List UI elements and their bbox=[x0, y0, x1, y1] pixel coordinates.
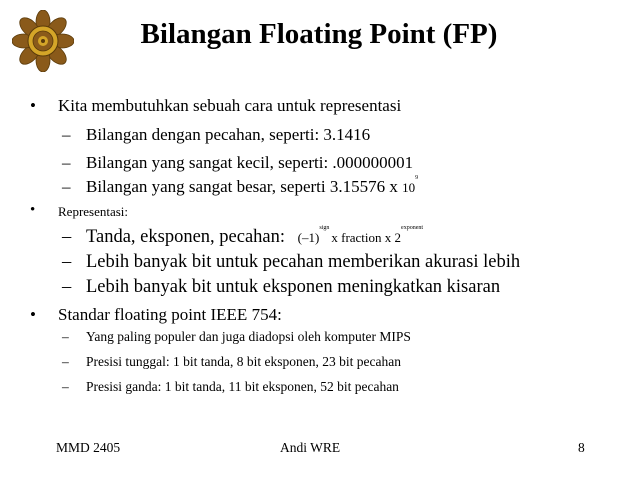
footer-course-code: MMD 2405 bbox=[56, 440, 121, 455]
bullet-text: Kita membutuhkan sebuah cara untuk representasi bbox=[58, 96, 402, 115]
formula-fraction: x fraction x 2 bbox=[331, 230, 402, 245]
formula-sign-exponent: sign bbox=[319, 225, 330, 231]
sub-bullet-marker: – bbox=[62, 177, 71, 196]
footer-page-number: 8 bbox=[578, 440, 585, 455]
sub-bullet-text: Presisi tunggal: 1 bit tanda, 8 bit eksponen, 23 bit pecahan bbox=[86, 354, 401, 369]
sub-bullet-marker: – bbox=[62, 277, 72, 297]
sub-bullet-text: Lebih banyak bit untuk pecahan memberikan akurasi lebih bbox=[86, 252, 521, 272]
footer-author: Andi WRE bbox=[280, 440, 341, 455]
sub-bullet-marker: – bbox=[62, 329, 69, 344]
sub-bullet-text: Bilangan yang sangat kecil, seperti: .000000001 bbox=[86, 153, 414, 172]
bullet-marker: • bbox=[30, 305, 36, 324]
sub-bullet-text: Tanda, eksponen, pecahan: bbox=[86, 227, 286, 247]
sub-bullet-marker: – bbox=[62, 125, 71, 144]
sub-bullet-line bbox=[86, 177, 418, 197]
sub-bullet-marker: – bbox=[62, 252, 72, 272]
bullet-text: Representasi: bbox=[58, 204, 129, 219]
formula-exponent: exponent bbox=[401, 225, 424, 231]
sub-bullet-text: Presisi ganda: 1 bit tanda, 11 bit eksponen, 52 bit pecahan bbox=[86, 379, 399, 394]
sub-bullet-marker: – bbox=[62, 379, 69, 394]
formula-sign-base: (–1) bbox=[297, 230, 320, 245]
sub-bullet-text: Bilangan yang sangat besar, seperti 3.15576 x bbox=[86, 177, 403, 196]
sub-bullet-line bbox=[86, 227, 423, 248]
power-exponent: 9 bbox=[415, 175, 419, 181]
sub-bullet-marker: – bbox=[62, 153, 71, 172]
bullet-marker: • bbox=[30, 202, 36, 218]
sub-bullet-marker: – bbox=[62, 227, 72, 247]
sub-bullet-marker: – bbox=[62, 354, 69, 369]
sub-bullet-text: Lebih banyak bit untuk eksponen meningkatkan kisaran bbox=[86, 277, 501, 297]
bullet-marker: • bbox=[30, 96, 36, 115]
power-base: 10 bbox=[402, 180, 416, 195]
sub-bullet-text: Bilangan dengan pecahan, seperti: 3.1416 bbox=[86, 125, 371, 144]
bullet-text: Standar floating point IEEE 754: bbox=[58, 305, 282, 324]
sub-bullet-text: Yang paling populer dan juga diadopsi oleh komputer MIPS bbox=[86, 329, 411, 344]
slide-title: Bilangan Floating Point (FP) bbox=[140, 18, 498, 50]
